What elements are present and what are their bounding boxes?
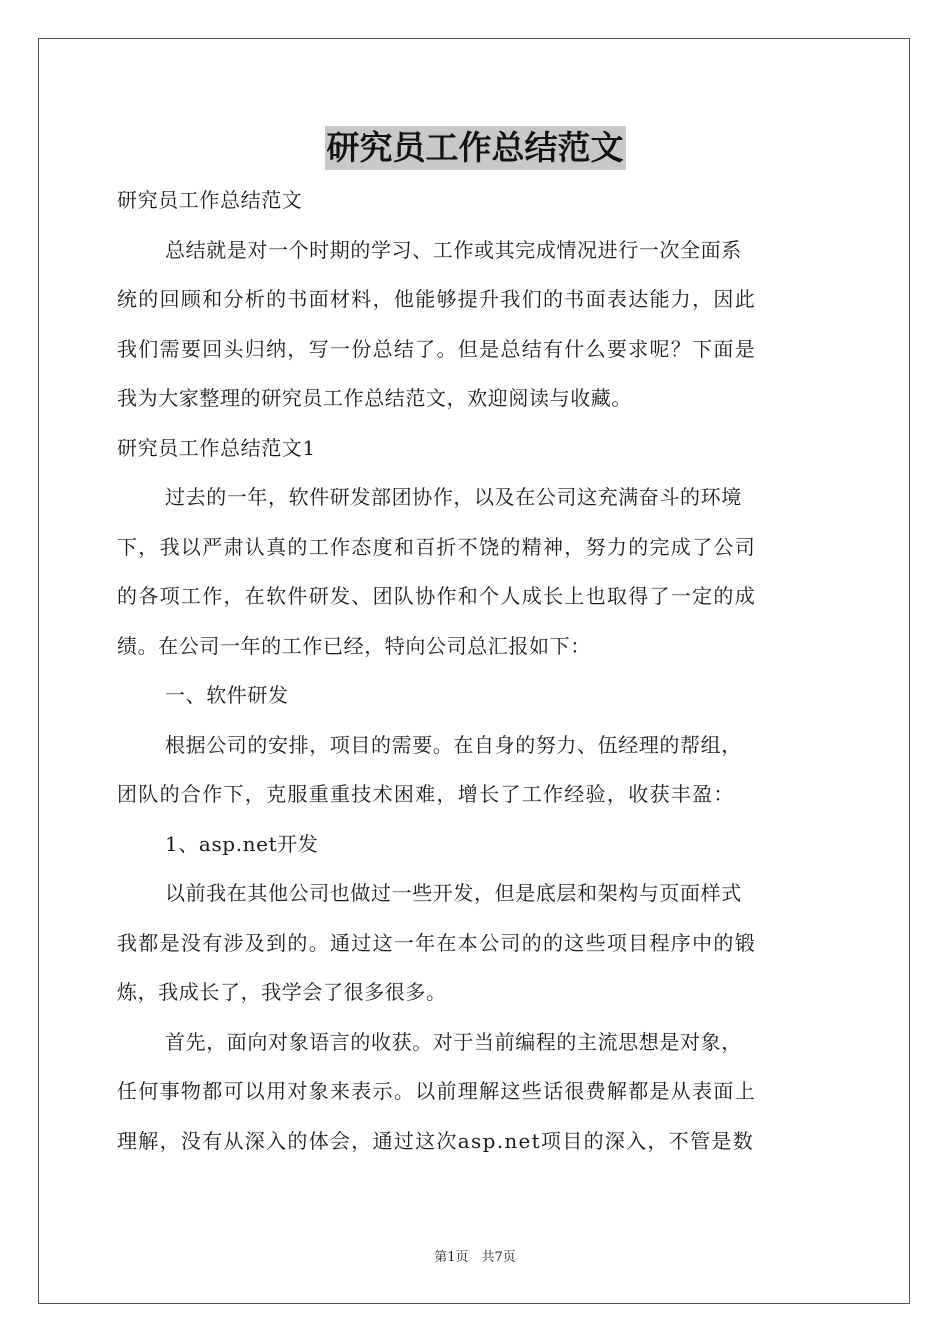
body-line: 研究员工作总结范文	[117, 188, 303, 212]
body-line: 任何事物都可以用对象来表示。以前理解这些话很费解都是从表面上	[117, 1079, 756, 1103]
body-line: 我们需要回头归纳，写一份总结了。但是总结有什么要求呢？下面是	[117, 336, 756, 361]
title-container	[0, 126, 950, 170]
body-line: 的各项工作，在软件研发、团队协作和个人成长上也取得了一定的成	[117, 584, 756, 608]
body-line: 1、asp.net开发	[165, 831, 319, 856]
body-line: 绩。在公司一年的工作已经，特向公司总汇报如下：	[117, 633, 591, 658]
body-line: 以前我在其他公司也做过一些开发，但是底层和架构与页面样式	[165, 881, 742, 905]
body-line: 团队的合作下，克服重重技术困难，增长了工作经验，收获丰盈：	[117, 782, 735, 806]
body-line: 我都是没有涉及到的。通过这一年在本公司的的这些项目程序中的锻	[117, 930, 756, 955]
body-line: 过去的一年，软件研发部团协作，以及在公司这充满奋斗的环境	[165, 485, 742, 509]
body-line: 我为大家整理的研究员工作总结范文，欢迎阅读与收藏。	[117, 386, 632, 410]
body-line: 炼，我成长了，我学会了很多很多。	[117, 980, 447, 1004]
body-line: 总结就是对一个时期的学习、工作或其完成情况进行一次全面系	[165, 237, 742, 262]
document-body	[117, 176, 833, 1166]
body-line: 理解，没有从深入的体会，通过这次asp.net项目的深入，不管是数	[117, 1128, 755, 1153]
body-line: 研究员工作总结范文1	[117, 435, 316, 460]
body-line: 首先，面向对象语言的收获。对于当前编程的主流思想是对象，	[165, 1029, 742, 1054]
body-line: 下，我以严肃认真的工作态度和百折不饶的精神，努力的完成了公司	[117, 534, 756, 559]
body-line: 根据公司的安排，项目的需要。在自身的努力、伍经理的帮组，	[165, 732, 742, 757]
page-footer: 第1页 共7页	[434, 1250, 516, 1265]
body-line: 统的回顾和分析的书面材料，他能够提升我们的书面表达能力，因此	[117, 287, 756, 311]
body-line: 一、软件研发	[165, 683, 289, 707]
document-title: 研究员工作总结范文	[325, 126, 626, 170]
